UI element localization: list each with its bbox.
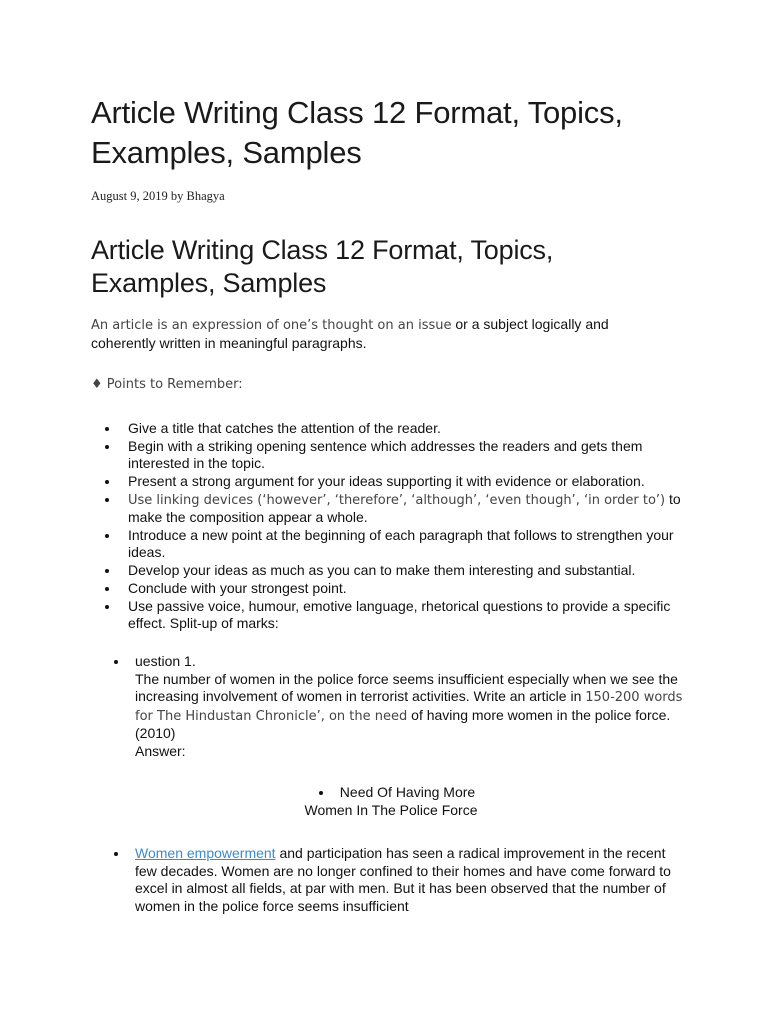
- intro-text-light: An article is an expression of one’s thought on an issue: [91, 318, 452, 333]
- points-heading: ♦ Points to Remember:: [91, 377, 243, 392]
- list-item: [91, 527, 681, 562]
- answer-heading: [91, 784, 691, 819]
- bullet-icon: [105, 605, 109, 609]
- answer-heading-line2: Women In The Police Force: [304, 801, 478, 818]
- page-title: Article Writing Class 12 Format, Topics, Examples, Samples: [91, 95, 623, 170]
- byline: August 9, 2019 by Bhagya: [91, 189, 225, 203]
- list-item: [91, 473, 681, 490]
- question-body-light: 150-200 words for The Hindustan Chronicle’, on the need: [135, 690, 683, 724]
- list-item: [91, 562, 681, 579]
- bullet-icon: [105, 587, 109, 591]
- list-item: [91, 491, 681, 527]
- bullet-icon: [319, 791, 323, 795]
- answer-body-text: [135, 845, 683, 915]
- bullet-icon: [105, 480, 109, 484]
- point-text: Present a strong argument for your ideas supporting it with evidence or elaboration.: [128, 473, 645, 490]
- list-item: [91, 598, 681, 633]
- bullet-icon: [105, 498, 109, 502]
- answer-heading-line1-text: Need Of Having More: [339, 784, 476, 800]
- point-text: to make the composition appear a whole.: [128, 490, 681, 526]
- article-subtitle: Article Writing Class 12 Format, Topics, Examples, Samples: [91, 235, 554, 298]
- bullet-icon: [105, 445, 109, 449]
- question-label: uestion 1.: [135, 653, 196, 669]
- intro-text: or a subject logically and coherently written in meaningful paragraphs.: [91, 316, 609, 351]
- point-text: Give a title that catches the attention of the reader.: [128, 420, 441, 436]
- list-item: [91, 580, 681, 597]
- point-text: Conclude with your strongest point.: [128, 580, 347, 597]
- women-empowerment-link[interactable]: Women empowerment: [135, 845, 276, 861]
- list-item: [91, 420, 681, 437]
- points-list: [91, 420, 681, 633]
- question-body: [135, 671, 687, 743]
- question-body-text-end: of having more women in the police force. (2010): [135, 706, 671, 741]
- point-text-light: Use linking devices (‘however’, ‘therefore’, ‘although’, ‘even though’, ‘in order to’): [128, 492, 666, 508]
- point-text: Introduce a new point at the beginning of each paragraph that follows to strengthen your ideas.: [128, 527, 674, 561]
- answer-body: [91, 845, 691, 915]
- point-text: Use passive voice, humour, emotive language, rhetorical questions to provide a specific effect. Split-up of marks:: [128, 598, 671, 632]
- bullet-icon: [114, 660, 118, 664]
- point-text: Develop your ideas as much as you can to make them interesting and substantial.: [128, 562, 636, 579]
- answer-body-paragraph: and participation has seen a radical improvement in the recent few decades. Women are no longer confined to their homes and have come forward to excel in almost all fields, at par with men. But it has been observed that the number of women in the police force seems insufficient: [135, 845, 671, 914]
- point-text: Begin with a striking opening sentence which addresses the readers and gets them interested in the topic.: [128, 437, 643, 472]
- bullet-icon: [105, 534, 109, 538]
- bullet-icon: [114, 852, 118, 856]
- list-item: [91, 438, 681, 473]
- question-text: [135, 653, 687, 760]
- answer-label: Answer:: [135, 742, 186, 759]
- bullet-icon: [105, 569, 109, 573]
- question-block: [91, 653, 691, 760]
- bullet-icon: [105, 427, 109, 431]
- intro-paragraph: [91, 316, 671, 352]
- question-body-text: The number of women in the police force seems insufficient especially when we see the increasing involvement of women in terrorist activities. Write an article in: [135, 670, 678, 704]
- answer-heading-line1: [319, 784, 475, 802]
